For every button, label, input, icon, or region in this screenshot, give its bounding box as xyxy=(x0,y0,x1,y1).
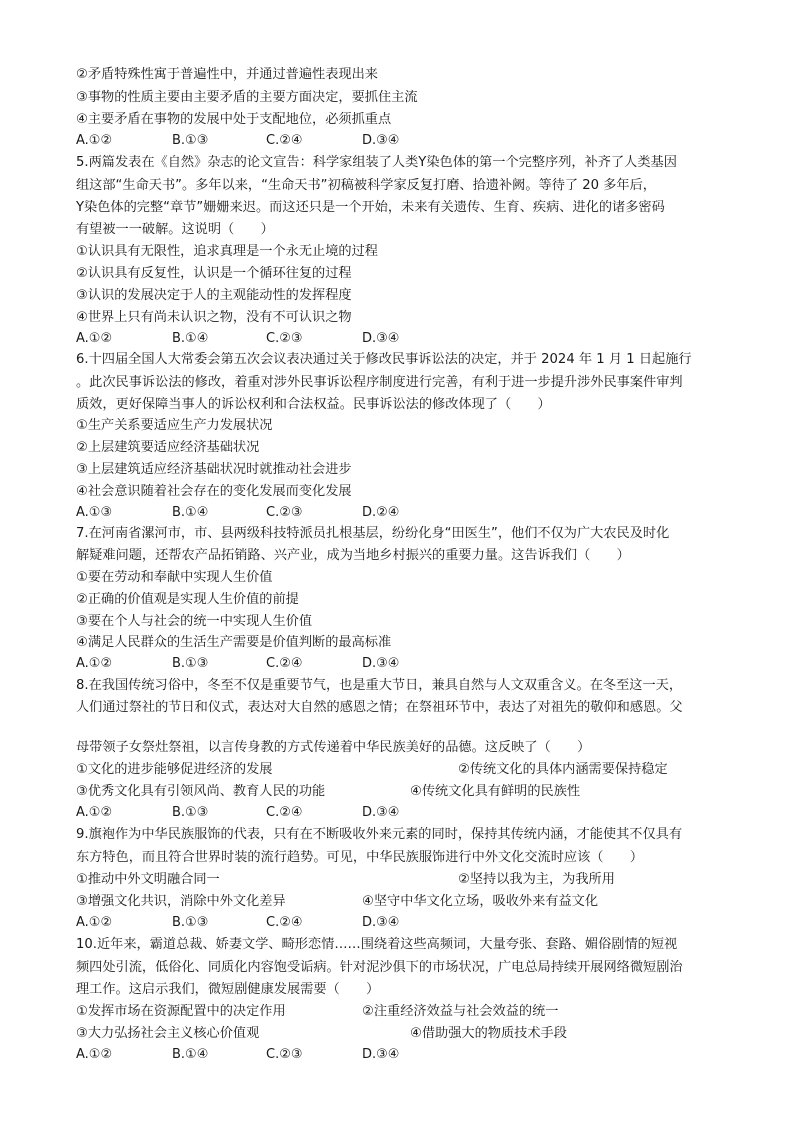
q9-option-a[interactable]: A.①② xyxy=(76,915,113,930)
q8-stem-line-1: 8.在我国传统习俗中，冬至不仅是重要节气，也是重大节日，兼具自然与人文双重含义。在冬至这一天， xyxy=(76,678,683,693)
q5-stem-line-1: 5.两篇发表在《自然》杂志的论文宣告：科学家组装了人类Y染色体的第一个完整序列，补齐了人类基因 xyxy=(76,155,677,170)
q5-options xyxy=(76,329,726,349)
statement-2: ②矛盾特殊性寓于普遍性中，并通过普遍性表现出来 xyxy=(76,67,378,82)
q8-statement-4: ④传统文化具有鲜明的民族性 xyxy=(410,784,581,799)
q8-option-c[interactable]: C.②④ xyxy=(266,805,303,820)
statement-3: ③事物的性质主要由主要矛盾的主要方面决定，要抓住主流 xyxy=(76,90,418,105)
q6-stem-line-2: 。此次民事诉讼法的修改，着重对涉外民事诉讼程序制度进行完善，有利于进一步提升涉外民事案件审判 xyxy=(76,375,683,390)
q6-statement-2: ②上层建筑要适应经济基础状况 xyxy=(76,440,260,455)
q5-statement-2: ②认识具有反复性，认识是一个循环往复的过程 xyxy=(76,266,352,281)
q5-option-a[interactable]: A.①② xyxy=(76,331,113,346)
q7-statement-2: ②正确的价值观是实现人生价值的前提 xyxy=(76,592,299,607)
q10-option-b[interactable]: B.①④ xyxy=(172,1047,209,1062)
q9-statement-4: ④坚守中华文化立场，吸收外来有益文化 xyxy=(362,894,599,909)
q8-stem-line-3: 母带领子女祭灶祭祖，以言传身教的方式传递着中华民族美好的品德。这反映了（ ） xyxy=(76,740,591,755)
q7-stem-line-2: 解疑难问题，还帮农产品拓销路、兴产业，成为当地乡村振兴的重要力量。这告诉我们（ ） xyxy=(76,548,630,563)
q10-stem-line-2: 频四处引流，低俗化、同质化内容饱受诟病。针对泥沙俱下的市场状况，广电总局持续开展网络微短剧治 xyxy=(76,960,683,975)
q8-option-d[interactable]: D.③④ xyxy=(362,805,400,820)
q5-stem-line-4: 有望被一一破解。这说明（ ） xyxy=(76,222,274,237)
q7-option-c[interactable]: C.②④ xyxy=(266,656,303,671)
option-c[interactable]: C.②④ xyxy=(266,133,303,148)
q10-statement-3: ③大力弘扬社会主义核心价值观 xyxy=(76,1026,260,1041)
q7-option-b[interactable]: B.①③ xyxy=(172,656,209,671)
q5-option-b[interactable]: B.①④ xyxy=(172,331,209,346)
q6-stem-line-3: 质效，更好保障当事人的诉讼权利和合法权益。民事诉讼法的修改体现了（ ） xyxy=(76,397,551,412)
q10-stem-line-1: 10.近年来，霸道总裁、娇妻文学、畸形恋情……围绕着这些高频词，大量夸张、套路、媚俗剧情的短视 xyxy=(76,937,678,952)
q9-option-d[interactable]: D.③④ xyxy=(362,915,400,930)
q6-statement-4: ④社会意识随着社会存在的变化发展而变化发展 xyxy=(76,484,352,499)
q10-stem-line-3: 理工作。这启示我们，微短剧健康发展需要（ ） xyxy=(76,982,380,997)
q8-statement-2: ②传统文化的具体内涵需要保持稳定 xyxy=(458,762,668,777)
q9-statement-2: ②坚持以我为主，为我所用 xyxy=(458,872,615,887)
q5-stem-line-3: Y染色体的完整“章节”姗姗来迟。而这还只是一个开始，未来有关遗传、生育、疾病、进化的诸多密码 xyxy=(76,200,665,215)
q6-statement-1: ①生产关系要适应生产力发展状况 xyxy=(76,418,273,433)
option-a[interactable]: A.①② xyxy=(76,133,113,148)
q10-option-a[interactable]: A.①② xyxy=(76,1047,113,1062)
q8-stem-line-2: 人们通过祭社的节日和仪式，表达对大自然的感恩之情；在祭祖环节中，表达了对祖先的敬仰和感恩。父 xyxy=(76,700,683,715)
q6-option-b[interactable]: B.①④ xyxy=(172,505,209,520)
option-b[interactable]: B.①③ xyxy=(172,133,209,148)
q6-option-c[interactable]: C.②③ xyxy=(266,505,303,520)
q9-option-c[interactable]: C.②④ xyxy=(266,915,303,930)
q7-statement-3: ③要在个人与社会的统一中实现人生价值 xyxy=(76,614,313,629)
q5-statement-1: ①认识具有无限性，追求真理是一个永无止境的过程 xyxy=(76,244,378,259)
q10-options xyxy=(76,1045,726,1065)
q7-option-a[interactable]: A.①② xyxy=(76,656,113,671)
q5-statement-4: ④世界上只有尚未认识之物，没有不可认识之物 xyxy=(76,310,352,325)
q6-options xyxy=(76,503,726,523)
q5-stem-line-2: 组这部“生命天书”。多年以来，“生命天书”初稿被科学家反复打磨、拾遗补阙。等待了 20 多年后， xyxy=(76,178,656,193)
q9-option-b[interactable]: B.①③ xyxy=(172,915,209,930)
q6-statement-3: ③上层建筑适应经济基础状况时就推动社会进步 xyxy=(76,462,352,477)
q8-option-a[interactable]: A.①② xyxy=(76,805,113,820)
q6-stem-line-1: 6.十四届全国人大常委会第五次会议表决通过关于修改民事诉讼法的决定，并于 2024 年 1 月 1 日起施行 xyxy=(76,352,692,367)
q9-stem-line-1: 9.旗袍作为中华民族服饰的代表，只有在不断吸收外来元素的同时，保持其传统内涵，才能使其不仅具有 xyxy=(76,827,683,842)
q7-option-d[interactable]: D.③④ xyxy=(362,656,400,671)
option-d[interactable]: D.③④ xyxy=(362,133,400,148)
q8-option-b[interactable]: B.①③ xyxy=(172,805,209,820)
q7-statement-4: ④满足人民群众的生活生产需要是价值判断的最高标准 xyxy=(76,635,392,650)
q8-statement-3: ③优秀文化具有引领风尚、教育人民的功能 xyxy=(76,784,326,799)
q6-option-a[interactable]: A.①③ xyxy=(76,505,113,520)
q10-option-d[interactable]: D.③④ xyxy=(362,1047,400,1062)
statement-4: ④主要矛盾在事物的发展中处于支配地位，必须抓重点 xyxy=(76,112,392,127)
q6-option-d[interactable]: D.②④ xyxy=(362,505,400,520)
q10-statement-2: ②注重经济效益与社会效益的统一 xyxy=(362,1004,559,1019)
q10-statement-4: ④借助强大的物质技术手段 xyxy=(410,1026,567,1041)
q5-option-c[interactable]: C.②③ xyxy=(266,331,303,346)
q5-option-d[interactable]: D.③④ xyxy=(362,331,400,346)
q7-stem-line-1: 7.在河南省漯河市，市、县两级科技特派员扎根基层，纷纷化身“田医生”，他们不仅为广大农民及时化 xyxy=(76,526,670,541)
q9-statement-1: ①推动中外文明融合同一 xyxy=(76,872,220,887)
q9-statement-3: ③增强文化共识，消除中外文化差异 xyxy=(76,894,286,909)
q10-statement-1: ①发挥市场在资源配置中的决定作用 xyxy=(76,1004,286,1019)
q7-statement-1: ①要在劳动和奉献中实现人生价值 xyxy=(76,570,273,585)
q7-options xyxy=(76,654,726,674)
q9-stem-line-2: 东方特色，而且符合世界时装的流行趋势。可见，中华民族服饰进行中外文化交流时应该（ ） xyxy=(76,850,644,865)
q5-statement-3: ③认识的发展决定于人的主观能动性的发挥程度 xyxy=(76,288,352,303)
q9-options xyxy=(76,913,726,933)
q10-option-c[interactable]: C.②③ xyxy=(266,1047,303,1062)
q8-options xyxy=(76,803,726,823)
q8-statement-1: ①文化的进步能够促进经济的发展 xyxy=(76,762,273,777)
answer-options xyxy=(76,131,726,151)
